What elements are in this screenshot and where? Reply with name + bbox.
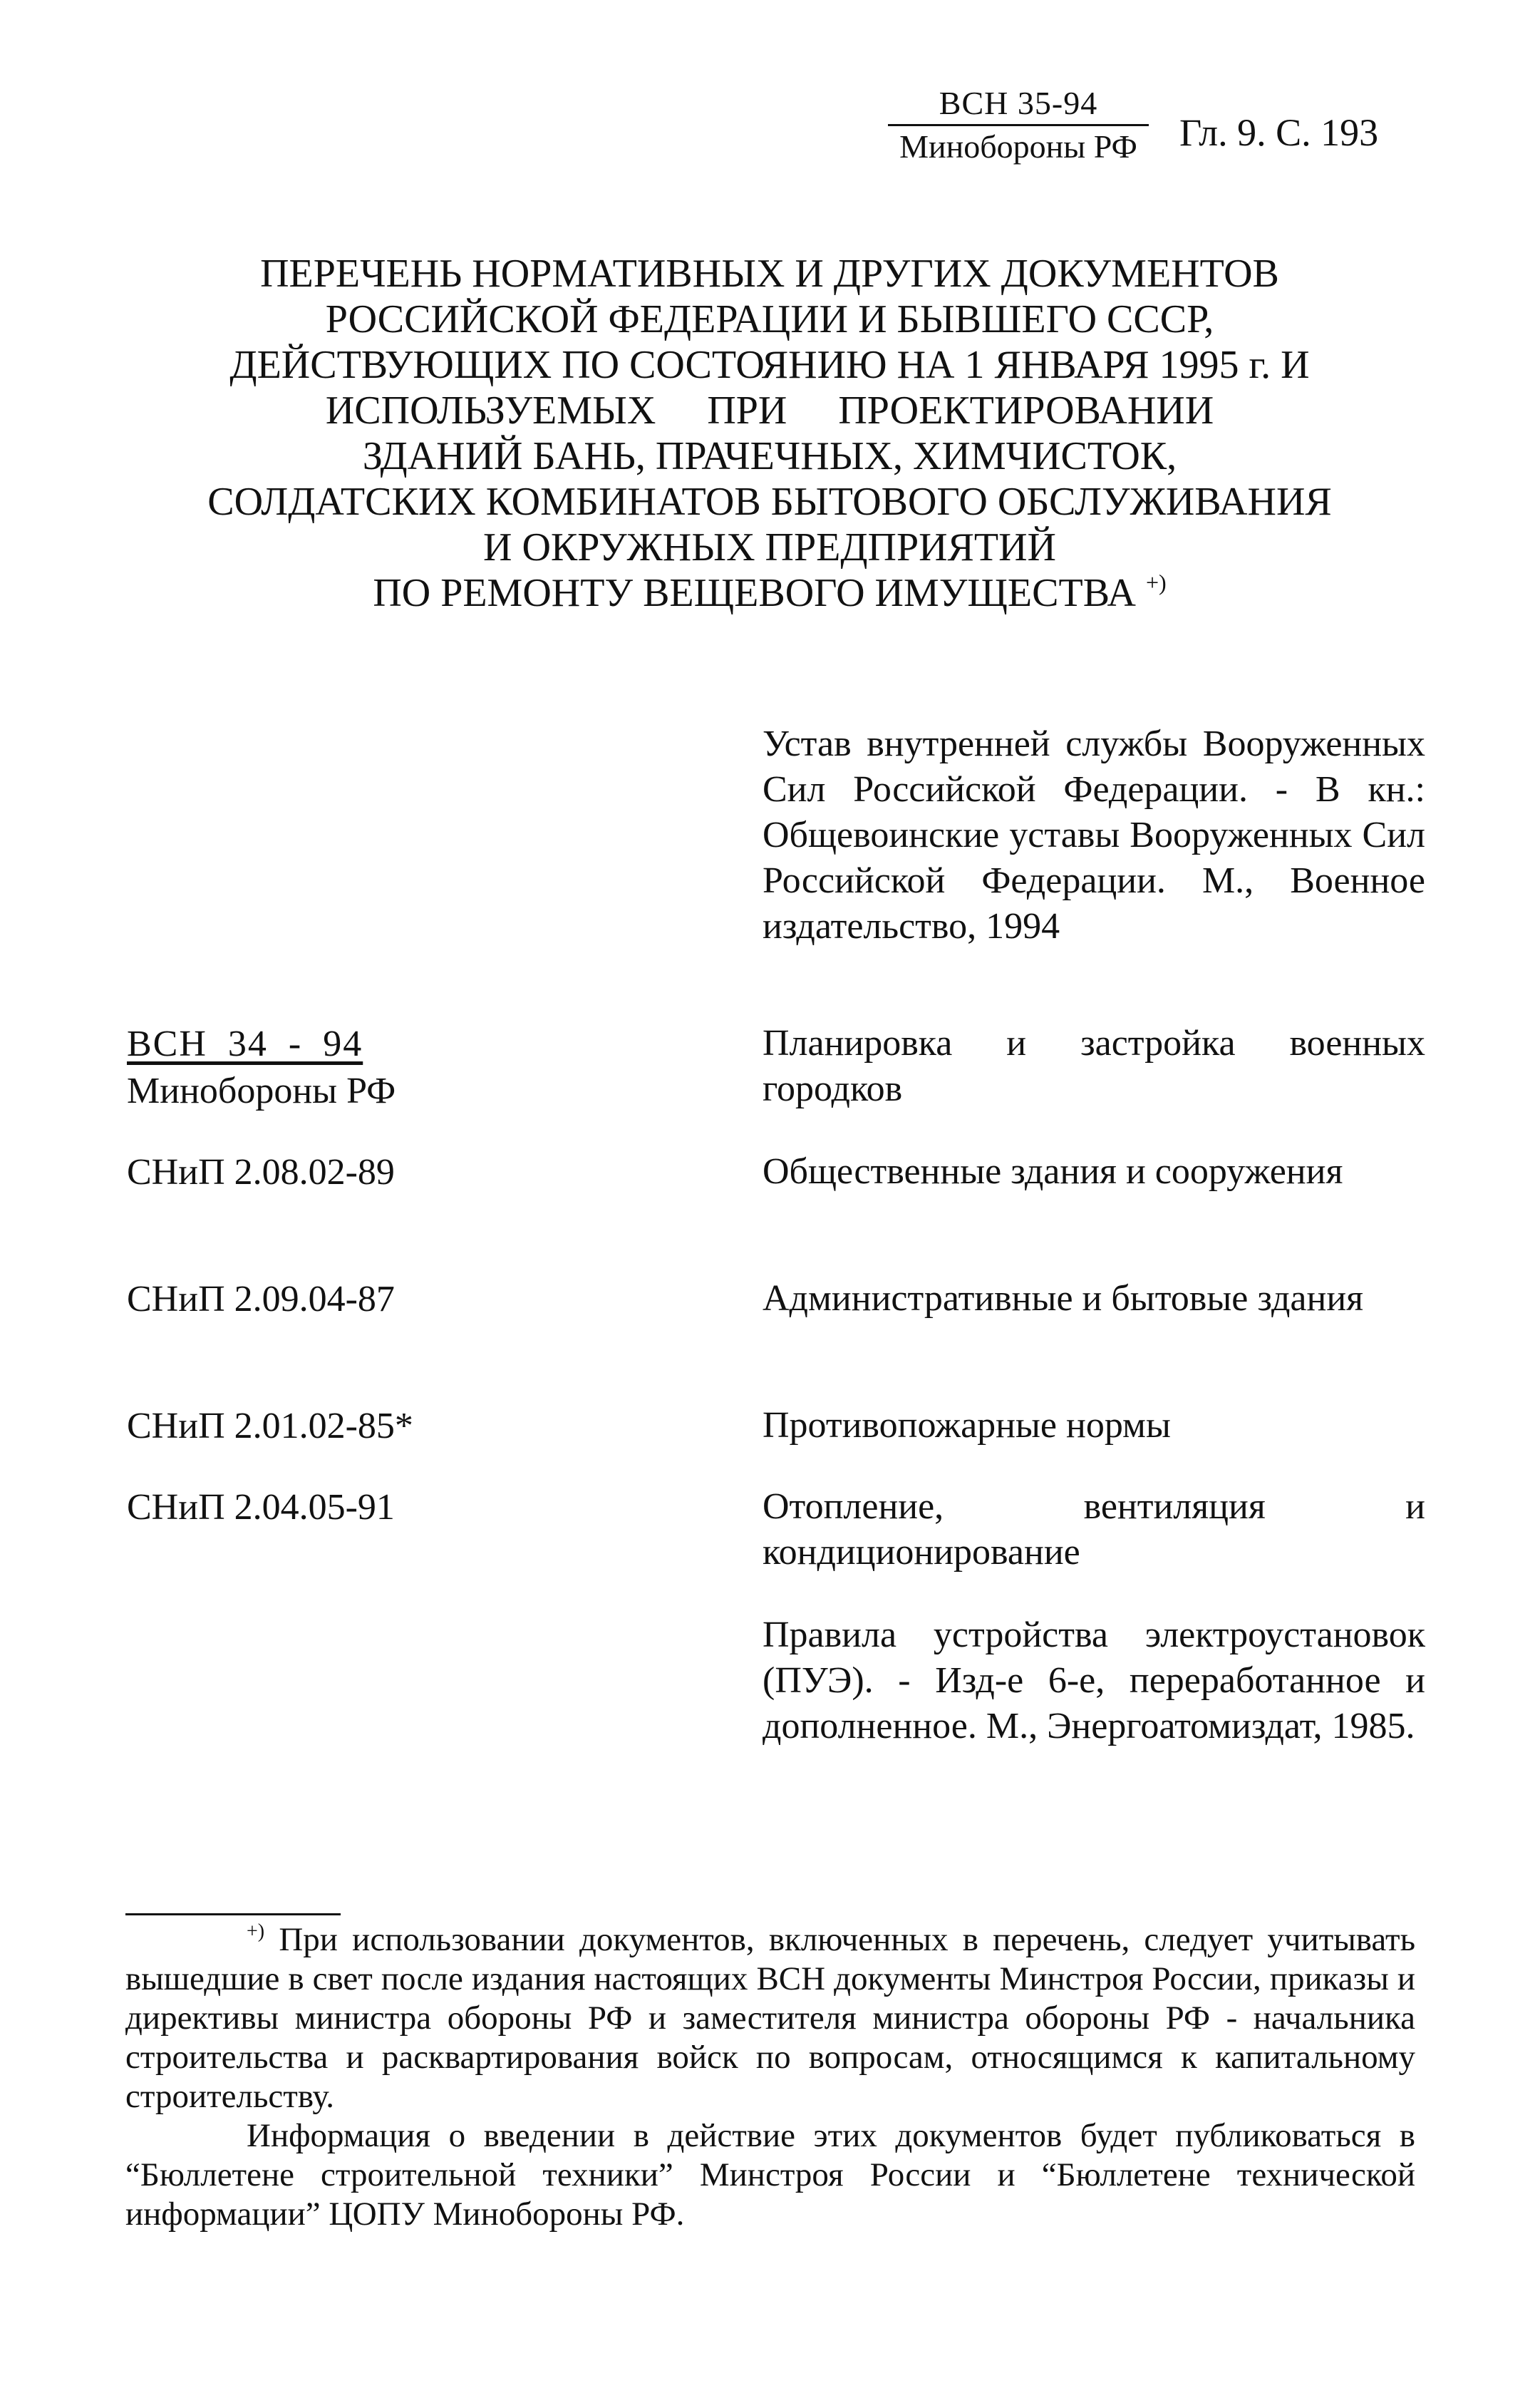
title-line: ИСПОЛЬЗУЕМЫХ ПРИ ПРОЕКТИРОВАНИИ (325, 388, 1214, 433)
document-description: Правила устройства электроустановок (ПУЭ). - Изд-е 6-е, переработанное и дополненное. М., Энергоатомиздат, 1985. (763, 1615, 1425, 1746)
document-code-cell (127, 1021, 697, 1115)
document-code: СНиП 2.08.02-89 (127, 1152, 395, 1193)
title-line: РОССИЙСКОЙ ФЕДЕРАЦИИ И БЫВШЕГО СССР, (325, 297, 1214, 341)
footnote-mark: +) (1145, 570, 1167, 595)
document-description: Административные и бытовые здания (763, 1278, 1364, 1319)
document-code: СНиП 2.09.04-87 (127, 1279, 395, 1319)
footnote-paragraph (125, 1920, 1415, 2116)
document-code: ВСН 35-94 (939, 85, 1098, 121)
title-line: ЗДАНИЙ БАНЬ, ПРАЧЕЧНЫХ, ХИМЧИСТОК, (362, 434, 1177, 478)
document-code: ВСН 34 - 94 (127, 1024, 363, 1064)
document-organization: Минобороны РФ (899, 128, 1137, 165)
page-header (884, 84, 1454, 177)
document-code-fraction (884, 84, 1153, 168)
footnote-rule (125, 1913, 341, 1915)
document-code-org: Минобороны РФ (127, 1071, 396, 1111)
title-line-last (114, 570, 1425, 616)
page-title (114, 251, 1425, 616)
footnote-text: При использовании документов, включенных в перечень, следует учитывать вышедшие в свет после издания настоящих ВСН документы Минстроя России, приказы и директивы министра обороны РФ и заместителя министра обороны РФ - начальника строительства и расквартирования войск по вопросам, относящимся к капитальному строительству. (125, 1921, 1415, 2115)
document-code: СНиП 2.01.02-85* (127, 1406, 413, 1446)
title-line-text: ПО РЕМОНТУ ВЕЩЕВОГО ИМУЩЕСТВА (373, 571, 1136, 615)
footnote-mark: +) (247, 1920, 265, 1942)
document-description: Планировка и застройка военных городков (763, 1023, 1425, 1109)
page-reference: Гл. 9. С. 193 (1179, 111, 1379, 154)
document-description: Общественные здания и сооружения (763, 1151, 1343, 1192)
title-line: ПЕРЕЧЕНЬ НОРМАТИВНЫХ И ДРУГИХ ДОКУМЕНТОВ (260, 252, 1279, 296)
document-description: Отопление, вентиляция и кондиционирование (763, 1486, 1425, 1573)
title-line: И ОКРУЖНЫХ ПРЕДПРИЯТИЙ (483, 525, 1056, 570)
footnote-paragraph: Информация о введении в действие этих документов будет публиковаться в “Бюллетене строительной техники” Минстроя России и “Бюллетене технической информации” ЦОПУ Минобороны РФ. (125, 2117, 1415, 2233)
title-line: ДЕЙСТВУЮЩИХ ПО СОСТОЯНИЮ НА 1 ЯНВАРЯ 1995 г. И (229, 343, 1310, 387)
footnote (125, 1920, 1415, 2234)
document-code: СНиП 2.04.05-91 (127, 1487, 395, 1528)
document-description: Противопожарные нормы (763, 1405, 1171, 1446)
title-line: СОЛДАТСКИХ КОМБИНАТОВ БЫТОВОГО ОБСЛУЖИВАНИЯ (207, 480, 1332, 524)
document-description: Устав внутренней службы Вооруженных Сил Российской Федерации. - В кн.: Общевоинские уставы Вооруженных Сил Российской Федерации. М., Военное издательство, 1994 (763, 724, 1425, 947)
